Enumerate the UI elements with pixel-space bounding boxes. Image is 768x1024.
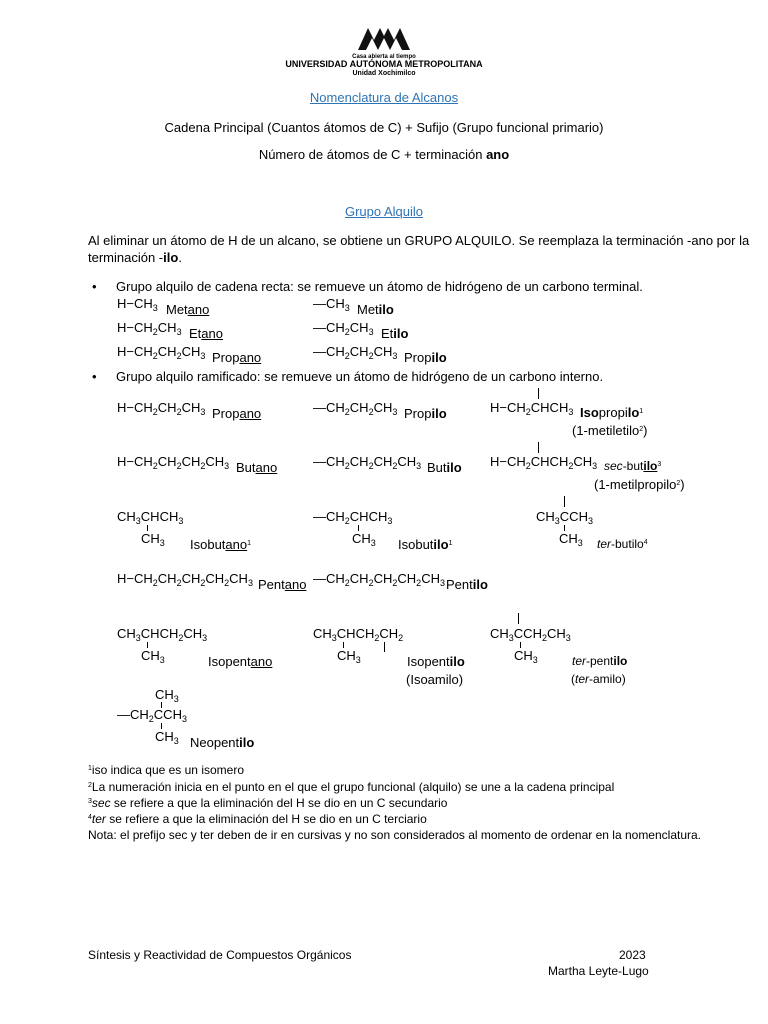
name-etilo: Etilo <box>381 326 409 341</box>
name-metilpropilo: (1-metilpropilo$^2$) <box>594 477 685 492</box>
name-isopropilo: Isopropilo$^1$ <box>580 405 644 420</box>
name-etano: Etano <box>189 326 223 341</box>
rule-2: Número de átomos de C + terminación ano <box>258 147 510 162</box>
formula-tert-pentyl-branch: $CH_3$ <box>514 648 538 665</box>
bond-line <box>518 613 519 624</box>
name-isopentano: Isopentano <box>208 654 273 669</box>
name-metilo: Metilo <box>357 302 394 317</box>
formula-methane: $H-CH_3$ <box>117 296 158 313</box>
rule-1: Cadena Principal (Cuantos átomos de C) + Sufijo (Grupo funcional primario) <box>164 120 604 135</box>
formula-neopentyl: $—CH_2CCH_3$ <box>117 707 187 724</box>
page-title[interactable]: Nomenclatura de Alcanos <box>309 90 459 105</box>
name-propano-2: Propano <box>212 406 262 421</box>
name-ter-butilo: ter-butilo$^4$ <box>597 537 648 551</box>
formula-isobutyl: $—CH_2CHCH_3$ <box>313 509 393 526</box>
footnote-nota: Nota: el prefijo sec y ter deben de ir en cursivas y no son considerados al momento de ordenar en la nomenclatura. <box>88 828 702 842</box>
name-isobutilo: Isobutilo$^1$ <box>398 537 453 552</box>
formula-propyl-2: $—CH_2CH_2CH_3$ <box>313 400 398 417</box>
formula-propyl: $—CH_2CH_2CH_3$ <box>313 344 398 361</box>
name-butano: Butano <box>236 460 278 475</box>
bullet-2-marker: • <box>92 369 97 384</box>
name-metano: Metano <box>166 302 210 317</box>
formula-isopropyl: $H-CH_2CHCH_3$ <box>490 400 574 417</box>
formula-pentyl: $—CH_2CH_2CH_2CH_2CH_3$ <box>313 571 445 588</box>
bullet-2-text: Grupo alquilo ramificado: se remueve un átomo de hidrógeno de un carbono interno. <box>116 369 604 384</box>
name-pentano: Pentano <box>258 577 307 592</box>
formula-neopentyl-bottom: $CH_3$ <box>155 729 179 746</box>
bond-line <box>538 388 539 399</box>
intro-line-2: terminación -ilo. <box>88 250 182 265</box>
footer-year: 2023 <box>619 948 646 962</box>
bond-line <box>564 496 565 507</box>
footnote-1: $^1$iso indica que es un isomero <box>88 763 244 777</box>
formula-isobutyl-branch: $CH_3$ <box>352 531 376 548</box>
formula-methyl: $—CH_3$ <box>313 296 350 313</box>
name-ter-amilo: (ter-amilo) <box>571 672 626 686</box>
bullet-1-marker: • <box>92 279 97 294</box>
formula-tert-butyl: $CH_3CCH_3$ <box>536 509 593 526</box>
section-title[interactable]: Grupo Alquilo <box>344 204 424 219</box>
footnote-4: $^4$ter se refiere a que la eliminación del H se dio en un C terciario <box>88 812 427 826</box>
unit-name: Unidad Xochimilco <box>352 70 416 77</box>
name-propano: Propano <box>212 350 262 365</box>
bond-line <box>384 642 385 652</box>
formula-isopentane-branch: $CH_3$ <box>141 648 165 665</box>
name-isobutano: Isobutano$^1$ <box>190 537 252 552</box>
name-neopentilo: Neopentilo <box>190 735 255 750</box>
uam-logo-icon <box>356 24 412 52</box>
formula-tert-butyl-branch: $CH_3$ <box>559 531 583 548</box>
formula-isobutane-branch: $CH_3$ <box>141 531 165 548</box>
name-propilo-2: Propilo <box>404 406 447 421</box>
footer-author: Martha Leyte-Lugo <box>548 964 649 978</box>
footnote-2: $^2$La numeración inicia en el punto en el que el grupo funcional (alquilo) se une a la cadena principal <box>88 780 615 794</box>
formula-tert-pentyl: $CH_3CCH_2CH_3$ <box>490 626 571 643</box>
name-isoamilo: (Isoamilo) <box>406 672 464 687</box>
bond-line <box>538 442 539 453</box>
formula-butane: $H-CH_2CH_2CH_2CH_3$ <box>117 454 230 471</box>
name-pentilo: Pentilo <box>446 577 488 592</box>
name-sec-butilo: sec-butilo$^3$ <box>604 459 662 473</box>
formula-isopentyl-branch: $CH_3$ <box>337 648 361 665</box>
motto: Casa abierta al tiempo <box>352 54 416 60</box>
formula-neopentyl-top: $CH_3$ <box>155 687 179 704</box>
formula-propane-2: $H-CH_2CH_2CH_3$ <box>117 400 206 417</box>
formula-isopentane: $CH_3CHCH_2CH_3$ <box>117 626 208 643</box>
formula-ethane: $H-CH_2CH_3$ <box>117 320 182 337</box>
formula-sec-butyl: $H-CH_2CHCH_2CH_3$ <box>490 454 598 471</box>
formula-butyl: $—CH_2CH_2CH_2CH_3$ <box>313 454 422 471</box>
formula-ethyl: $—CH_2CH_3$ <box>313 320 374 337</box>
footer-course: Síntesis y Reactividad de Compuestos Orgánicos <box>88 948 352 962</box>
name-ter-pentilo: ter-pentilo <box>572 654 628 668</box>
formula-isopentyl: $CH_3CHCH_2CH_2$ <box>313 626 404 643</box>
name-butilo: Butilo <box>427 460 462 475</box>
university-logo <box>356 24 412 52</box>
name-metiletilo: (1-metiletilo$^2$) <box>572 423 648 438</box>
footnote-3: $^3$sec se refiere a que la eliminación del H se dio en un C secundario <box>88 796 448 810</box>
formula-pentane: $H-CH_2CH_2CH_2CH_2CH_3$ <box>117 571 253 588</box>
formula-propane: $H-CH_2CH_2CH_3$ <box>117 344 206 361</box>
bullet-1-text: Grupo alquilo de cadena recta: se remueve un átomo de hidrógeno de un carbono terminal. <box>116 279 643 294</box>
university-name: UNIVERSIDAD AUTÓNOMA METROPOLITANA <box>285 59 483 69</box>
formula-isobutane: $CH_3CHCH_3$ <box>117 509 184 526</box>
name-propilo: Propilo <box>404 350 447 365</box>
intro-line-1: Al eliminar un átomo de H de un alcano, se obtiene un GRUPO ALQUILO. Se reemplaza la terminación -ano por la <box>88 233 750 248</box>
name-isopentilo: Isopentilo <box>407 654 465 669</box>
